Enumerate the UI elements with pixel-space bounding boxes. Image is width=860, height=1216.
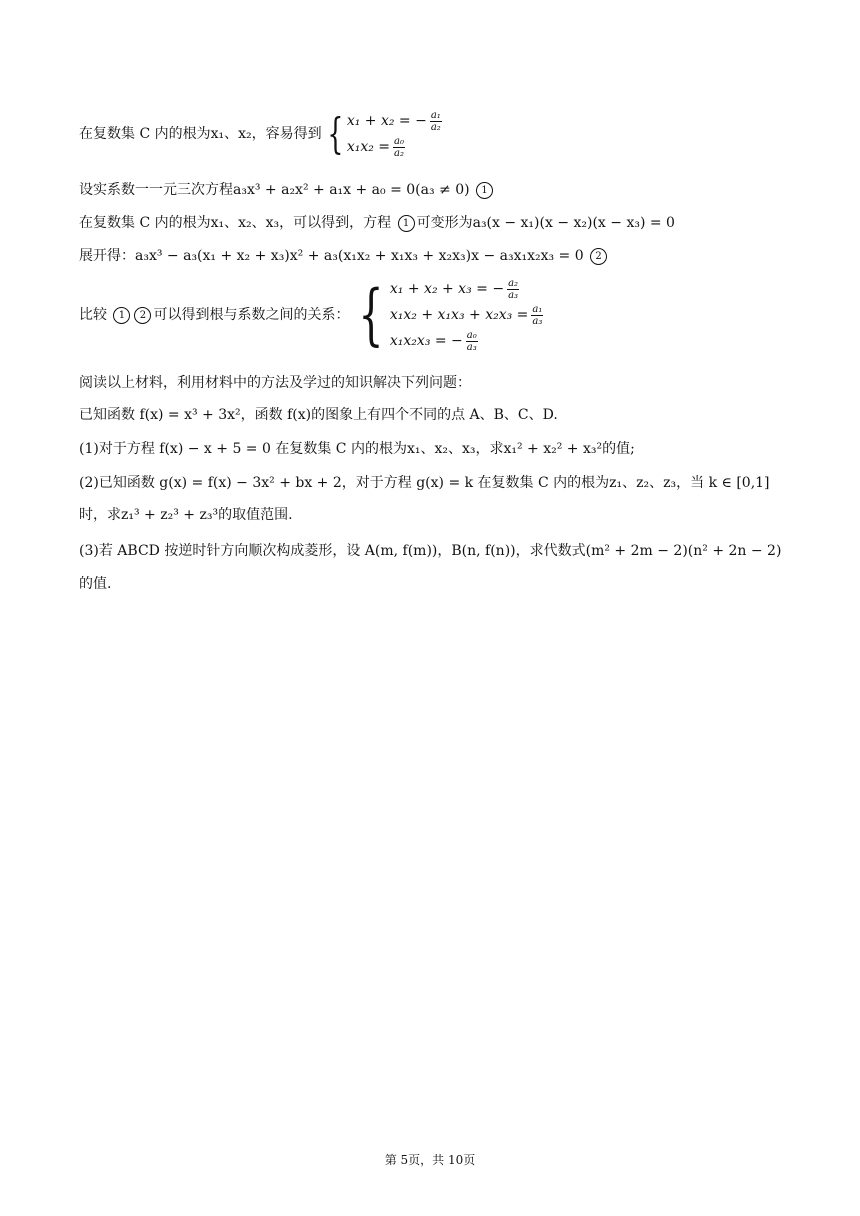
circled-number-1: 1	[398, 215, 415, 232]
circled-number-1: 1	[113, 307, 130, 324]
equation-sum: x₁ + x₂ + x₃ = − $\frac{\text{a₂}}{\text{a₃}}$	[389, 277, 519, 301]
circled-number-2: 2	[590, 248, 607, 265]
question-1: (1)对于方程 f(x) − x + 5 = 0 在复数集 C 内的根为x₁、x₂、x₃，求x₁² + x₂² + x₃²的值;	[79, 441, 635, 457]
equation-product: x₁x₂x₃ = − $\frac{\text{a₀}}{\text{a₃}}$	[389, 329, 477, 353]
paragraph-instruction: 阅读以上材料，利用材料中的方法及学过的知识解决下列问题：	[79, 375, 471, 391]
equation-pairwise: x₁x₂ + x₁x₃ + x₂x₃ = $\frac{\text{a₁}}{\text{a₃}}$	[389, 303, 543, 327]
left-brace: {	[358, 276, 384, 353]
equation-sum: x₁ + x₂ = − $\frac{\text{a₁}}{\text{a₂}}$	[346, 109, 441, 133]
paragraph-cubic-roots: 在复数集 C 内的根为x₁、x₂、x₃，可以得到，方程 1 可变形为a₃(x − x₁)(x − x₂)(x − x₃) = 0	[79, 215, 675, 231]
equation-product: x₁x₂ = $\frac{\text{a₀}}{\text{a₂}}$	[346, 135, 405, 159]
left-brace: {	[327, 109, 344, 158]
circled-number-2: 2	[134, 307, 151, 324]
page-footer: 第 5页，共 10页	[384, 1153, 476, 1167]
question-2-line-2: 时，求z₁³ + z₂³ + z₃³的取值范围.	[79, 507, 293, 523]
paragraph-expansion: 展开得：a₃x³ − a₃(x₁ + x₂ + x₃)x² + a₃(x₁x₂ + x₁x₃ + x₂x₃)x − a₃x₁x₂x₃ = 0 2	[79, 247, 609, 265]
question-2-line-1: (2)已知函数 g(x) = f(x) − 3x² + bx + 2，对于方程 g(x) = k 在复数集 C 内的根为z₁、z₂、z₃，当 k ∈ [0,1]	[79, 475, 770, 491]
paragraph-cubic-equation: 设实系数一一元三次方程a₃x³ + a₂x² + a₁x + a₀ = 0(a₃ ≠ 0) 1	[79, 181, 495, 199]
vieta-system	[354, 276, 543, 354]
paragraph-function-definition: 已知函数 f(x) = x³ + 3x²，函数 f(x)的图象上有四个不同的点 A、B、C、D.	[79, 407, 558, 423]
paragraph-quadratic-roots	[79, 108, 442, 160]
quadratic-roots-text: 在复数集 C 内的根为x₁、x₂，容易得到	[79, 126, 322, 142]
paragraph-vieta-relations: 比较 1 2 可以得到根与系数之间的关系： { x₁ + x₂ + x₃ = − $\frac{\text{a₂}}{\text{a₃}}$ x₁x₂ + x₁x₃ + x₂x₃ = $\frac{\text{a₁}}{\text{a₃}}$ x₁x₂x₃ = − $\frac{\text{a₀}}{\text{a₃}}$	[79, 276, 543, 353]
circled-number-1: 1	[476, 182, 493, 199]
question-3-line-2: 的值.	[79, 576, 112, 592]
quadratic-system	[326, 108, 442, 160]
question-3-line-1: (3)若 ABCD 按逆时针方向顺次构成菱形，设 A(m, f(m))，B(n, f(n))，求代数式(m² + 2m − 2)(n² + 2n − 2)	[79, 543, 782, 559]
